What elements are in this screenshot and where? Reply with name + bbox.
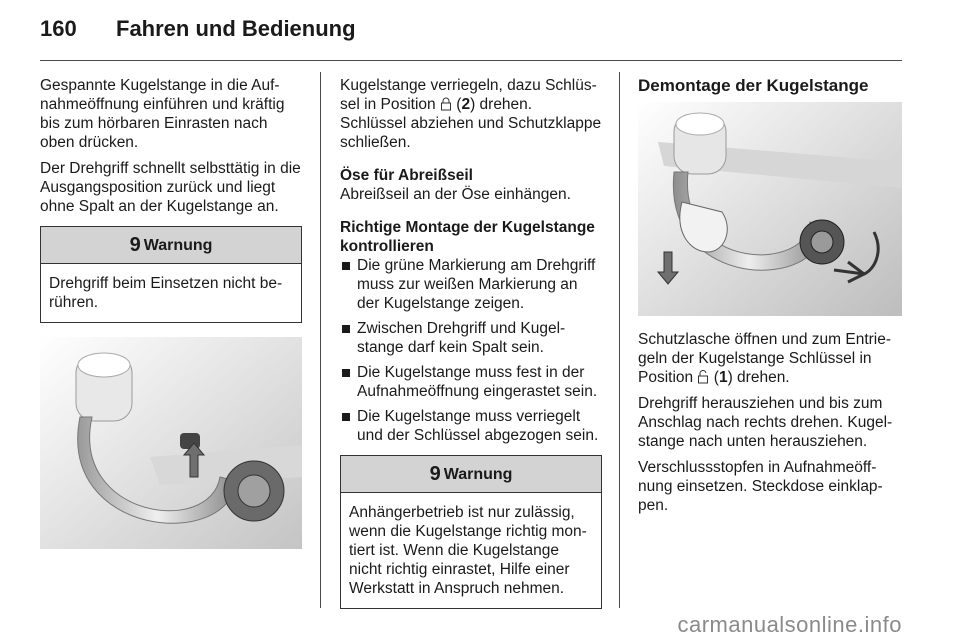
- column-3: [638, 76, 902, 522]
- bullet-square-icon: [342, 369, 350, 377]
- watermark-text: carmanualsonline.info: [677, 612, 902, 637]
- bullet-square-icon: [342, 325, 350, 333]
- lock-open-icon: [697, 369, 713, 386]
- paragraph: Der Drehgriff schnellt selbsttätig in die Ausgangsposition zurück und liegt ohne Spalt an der Kugelstange an.: [40, 160, 301, 215]
- text-segment: Kugelstange verriegeln, dazu Schlüs-sel in Position: [340, 77, 597, 113]
- position-number: 1: [718, 369, 728, 386]
- list-item-text: Die Kugelstange muss verriegelt und der Schlüssel abgezogen sein.: [357, 408, 599, 444]
- text-segment: drehen.: [737, 369, 790, 386]
- list-item: [340, 256, 602, 313]
- text-segment: Schutzlasche öffnen und zum Entrie-geln der Kugelstange Schlüssel in Position: [638, 331, 892, 386]
- list-item: [340, 363, 602, 401]
- list-item-text: Die Kugelstange muss fest in der Aufnahmeöffnung eingerastet sein.: [357, 364, 598, 400]
- warning-icon: 9: [129, 233, 141, 256]
- warning-header: [341, 456, 601, 493]
- paragraph-lock-rod: Kugelstange verriegeln, dazu Schlüs-sel in Position (2) drehen. Schlüssel abziehen und Schutzklappe schließen.: [340, 77, 602, 151]
- column-1: [40, 76, 302, 549]
- warning-text: Anhängerbetrieb ist nur zulässig, wenn die Kugelstange richtig mon-tiert ist. Wenn die Kugelstange nicht richtig einrastet, Hilfe einer Werkstatt in Anspruch nehmen.: [349, 504, 587, 597]
- paragraph: Abreißseil an der Öse einhängen.: [340, 186, 571, 203]
- illustration-remove-ball-rod: [638, 102, 902, 316]
- position-number: 2: [461, 96, 471, 113]
- list-item: [340, 319, 602, 357]
- column-divider-2: [619, 72, 620, 608]
- illustration-install-ball-rod: [40, 337, 302, 549]
- page-title: Fahren und Bedienung: [116, 16, 356, 41]
- paragraph: Verschlussstopfen in Aufnahmeöff-nung einsetzen. Steckdose einklap-pen.: [638, 459, 883, 514]
- text-segment: drehen. Schlüssel abziehen und Schutzklappe schließen.: [340, 96, 602, 151]
- heading-oese: Öse für Abreißseil: [340, 167, 473, 184]
- warning-box: [40, 226, 302, 323]
- paragraph-unlock-rod: Schutzlasche öffnen und zum Entrie-geln der Kugelstange Schlüssel in Position (1) drehen.: [638, 331, 892, 386]
- section-heading: Demontage der Kugelstange: [638, 76, 869, 95]
- list-item-text: Zwischen Drehgriff und Kugel-stange darf kein Spalt sein.: [357, 320, 566, 356]
- paragraph: Drehgriff herausziehen und bis zum Anschlag nach rechts drehen. Kugel-stange nach unten herausziehen.: [638, 395, 893, 450]
- page-header: [40, 16, 356, 42]
- warning-icon: 9: [429, 462, 441, 485]
- header-divider: [40, 60, 902, 61]
- warning-text: Drehgriff beim Einsetzen nicht be-rühren.: [49, 275, 283, 311]
- warning-title: Warnung: [443, 465, 513, 483]
- heading-montage: Richtige Montage der Kugelstange kontrollieren: [340, 219, 595, 255]
- column-2: [340, 76, 602, 609]
- page-number: 160: [40, 16, 77, 41]
- list-item-text: Die grüne Markierung am Drehgriff muss zur weißen Markierung an der Kugelstange zeigen.: [357, 257, 596, 312]
- paragraph: Gespannte Kugelstange in die Auf-nahmeöffnung einführen und kräftig bis zum hörbaren Einrasten nach oben drücken.: [40, 77, 285, 151]
- bullet-square-icon: [342, 262, 350, 270]
- warning-box: [340, 455, 602, 609]
- warning-header: [41, 227, 301, 264]
- list-item: [340, 407, 602, 445]
- bullet-list: [340, 256, 602, 445]
- lock-closed-icon: [440, 96, 456, 113]
- warning-title: Warnung: [143, 236, 213, 254]
- column-divider-1: [320, 72, 321, 608]
- bullet-square-icon: [342, 413, 350, 421]
